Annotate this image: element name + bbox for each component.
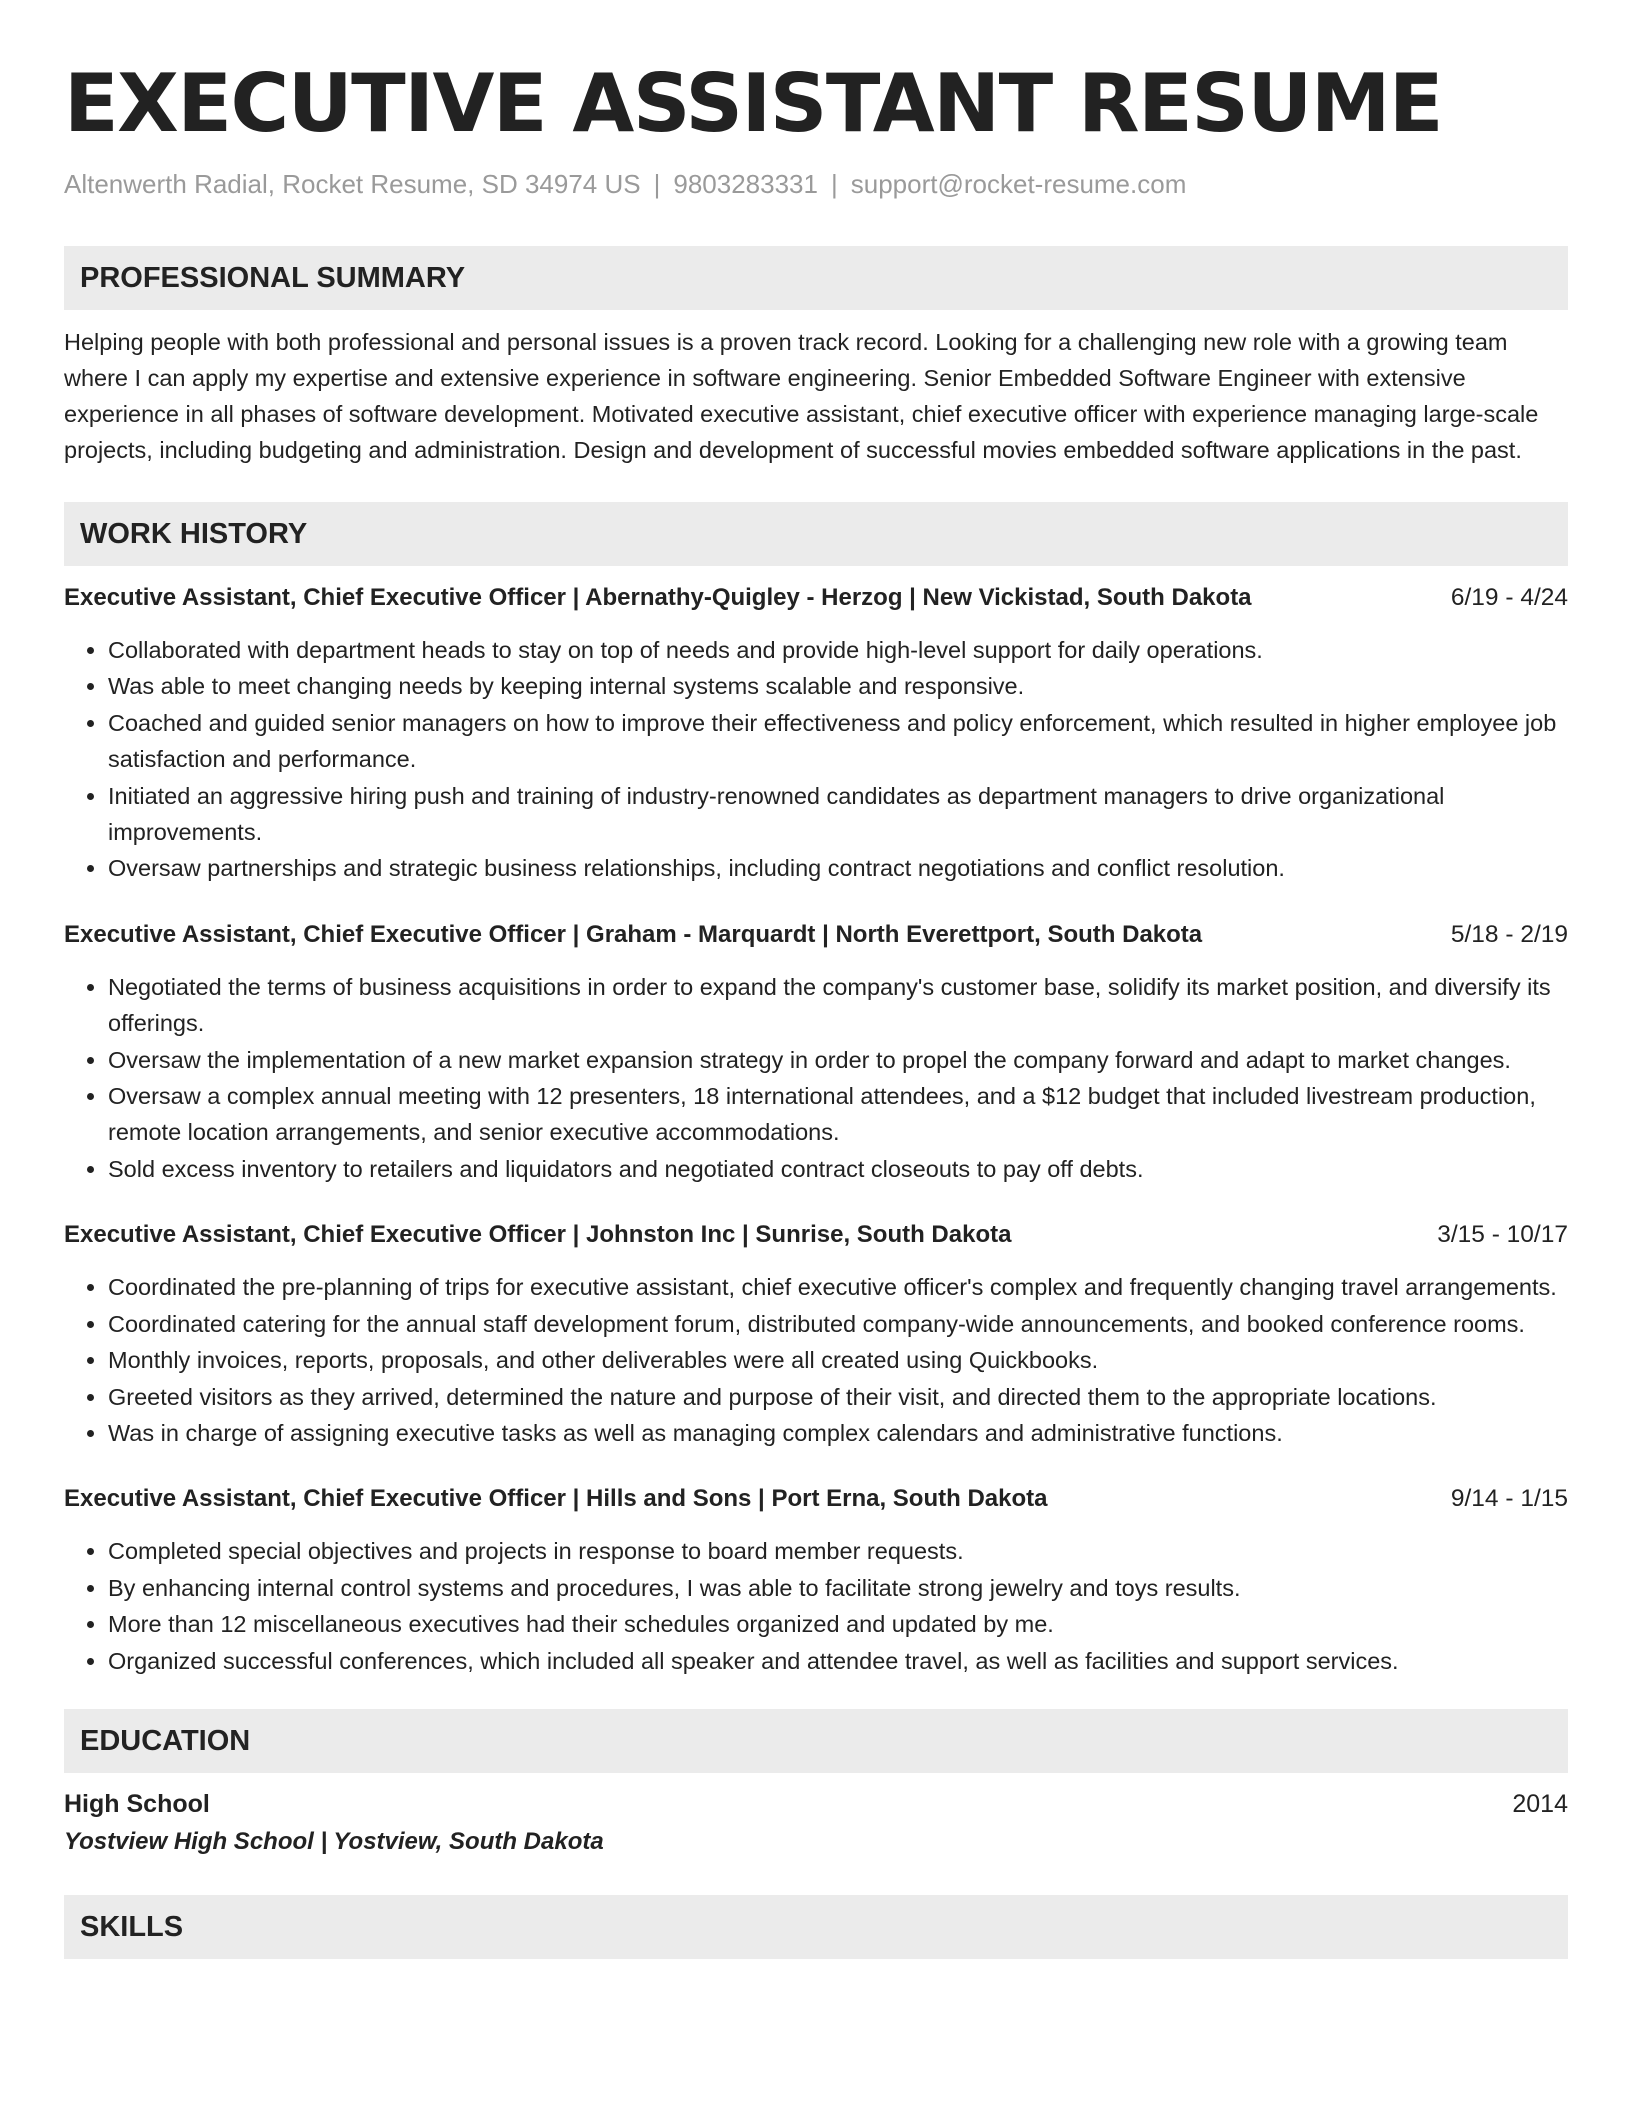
job-bullets bbox=[64, 632, 1568, 887]
job-dates: 6/19 - 4/24 bbox=[1450, 584, 1568, 611]
education-school: Yostview High School | Yostview, South Dakota bbox=[64, 1827, 604, 1855]
job-bullet: • Organized successful conferences, which included all speaker and attendee travel, as well as facilities and support services. bbox=[108, 1643, 1568, 1679]
job-bullet: • By enhancing internal control systems and procedures, I was able to facilitate strong jewelry and toys results. bbox=[108, 1570, 1568, 1606]
job-dates: 3/15 - 10/17 bbox=[1437, 1221, 1568, 1249]
job-bullet: • Sold excess inventory to retailers and liquidators and negotiated contract closeouts to pay off debts. bbox=[108, 1151, 1568, 1187]
job-bullets bbox=[64, 1533, 1568, 1679]
job-bullet: • Initiated an aggressive hiring push and training of industry-renowned candidates as department managers to drive organizational improvements. bbox=[108, 778, 1568, 851]
job-header bbox=[64, 580, 1568, 616]
job-dates: 5/18 - 2/19 bbox=[1450, 920, 1568, 948]
job-title: Executive Assistant, Chief Executive Officer | Graham - Marquardt | North Everettport, South Dakota bbox=[64, 920, 1203, 948]
job-bullet: • Greeted visitors as they arrived, determined the nature and purpose of their visit, and directed them to the appropriate locations. bbox=[108, 1379, 1568, 1415]
work-history-heading: WORK HISTORY bbox=[64, 502, 1568, 566]
job-bullet: • Oversaw a complex annual meeting with 12 presenters, 18 international attendees, and a $12 budget that included livestream production, remote location arrangements, and senior executive accommodations. bbox=[108, 1078, 1568, 1151]
contact-address: Altenwerth Radial, Rocket Resume, SD 34974 US bbox=[64, 169, 641, 199]
education-year: 2014 bbox=[1512, 1789, 1568, 1818]
job-title: Executive Assistant, Chief Executive Officer | Hills and Sons | Port Erna, South Dakota bbox=[64, 1485, 1048, 1513]
job-dates: 9/14 - 1/15 bbox=[1450, 1485, 1568, 1513]
job-header bbox=[64, 917, 1568, 953]
education-heading: EDUCATION bbox=[64, 1709, 1568, 1773]
job-bullet: • More than 12 miscellaneous executives had their schedules organized and updated by me. bbox=[108, 1606, 1568, 1642]
job-header bbox=[64, 1217, 1568, 1253]
education-row bbox=[64, 1785, 1568, 1823]
job-entry bbox=[64, 917, 1568, 1187]
summary-text: Helping people with both professional and personal issues is a proven track record. Looking for a challenging new role with a growing team where I can apply my expertise and extensive experience in software engineering. Senior Embedded Software Engineer with extensive experience in all phases of software development. Motivated executive assistant, chief executive officer with experience managing large-scale projects, including budgeting and administration. Design and development of successful movies embedded software applications in the past. bbox=[64, 329, 1539, 463]
job-title: Executive Assistant, Chief Executive Officer | Abernathy-Quigley - Herzog | New Vickistad, South Dakota bbox=[64, 584, 1252, 611]
job-bullet: • Coordinated catering for the annual staff development forum, distributed company-wide announcements, and booked conference rooms. bbox=[108, 1306, 1568, 1342]
job-entry bbox=[64, 580, 1568, 887]
job-bullet: • Completed special objectives and projects in response to board member requests. bbox=[108, 1533, 1568, 1569]
contact-email: support@rocket-resume.com bbox=[850, 169, 1187, 199]
contact-separator: | bbox=[653, 169, 661, 199]
job-entry bbox=[64, 1481, 1568, 1679]
summary-heading: PROFESSIONAL SUMMARY bbox=[64, 246, 1568, 310]
education-degree: High School bbox=[64, 1789, 210, 1818]
job-header bbox=[64, 1481, 1568, 1517]
job-bullet: • Monthly invoices, reports, proposals, and other deliverables were all created using Quickbooks. bbox=[108, 1342, 1568, 1378]
job-bullet: • Coordinated the pre-planning of trips for executive assistant, chief executive officer's complex and frequently changing travel arrangements. bbox=[108, 1269, 1568, 1305]
job-bullet: • Collaborated with department heads to stay on top of needs and provide high-level support for daily operations. bbox=[108, 632, 1568, 668]
resume-page bbox=[64, 0, 1568, 1959]
job-bullet: • Was in charge of assigning executive tasks as well as managing complex calendars and administrative functions. bbox=[108, 1415, 1568, 1451]
contact-line bbox=[64, 166, 1568, 202]
contact-phone: 9803283331 bbox=[673, 169, 818, 199]
skills-heading: SKILLS bbox=[64, 1895, 1568, 1959]
job-bullet: • Negotiated the terms of business acquisitions in order to expand the company's customer base, solidify its market position, and diversify its offerings. bbox=[108, 969, 1568, 1042]
job-bullets bbox=[64, 969, 1568, 1187]
job-entry bbox=[64, 1217, 1568, 1451]
job-title: Executive Assistant, Chief Executive Officer | Johnston Inc | Sunrise, South Dakota bbox=[64, 1221, 1012, 1249]
job-bullet: • Coached and guided senior managers on how to improve their effectiveness and policy enforcement, which resulted in higher employee job satisfaction and performance. bbox=[108, 705, 1568, 778]
job-bullet: • Oversaw partnerships and strategic business relationships, including contract negotiations and conflict resolution. bbox=[108, 850, 1568, 886]
job-bullet: • Was able to meet changing needs by keeping internal systems scalable and responsive. bbox=[108, 668, 1568, 704]
job-bullets bbox=[64, 1269, 1568, 1451]
resume-title: EXECUTIVE ASSISTANT RESUME bbox=[64, 57, 1443, 150]
contact-separator: | bbox=[830, 169, 838, 199]
job-bullet: • Oversaw the implementation of a new market expansion strategy in order to propel the company forward and adapt to market changes. bbox=[108, 1042, 1568, 1078]
